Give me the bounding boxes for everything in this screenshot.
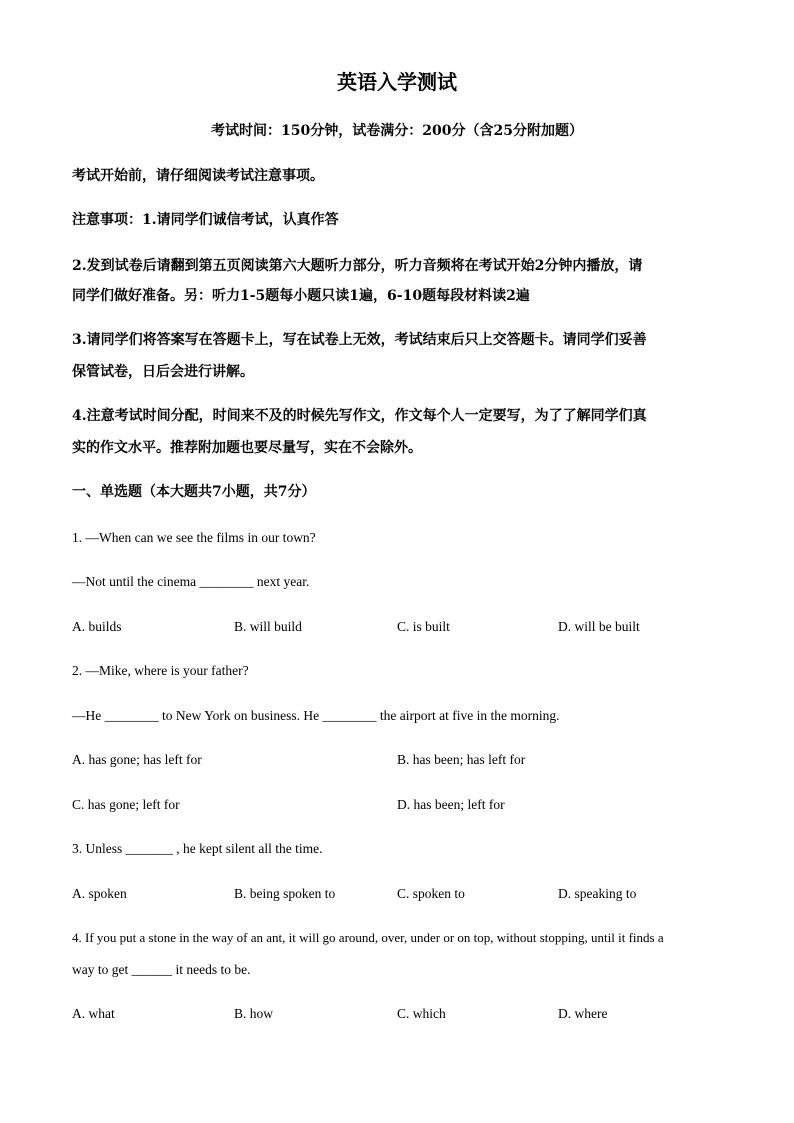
intro-text: 考试开始前，请仔细阅读考试注意事项。 <box>72 168 324 184</box>
q2-option-b: B. has been; has left for <box>397 752 526 767</box>
q3-option-d: D. speaking to <box>558 886 637 901</box>
question-1-line-2: —Not until the cinema ________ next year. <box>72 574 310 589</box>
q4-option-d: D. where <box>558 1006 608 1021</box>
q2-option-c: C. has gone; left for <box>72 797 180 812</box>
q3-option-a: A. spoken <box>72 886 127 901</box>
section-heading: 一、单选题（本大题共7小题，共7分） <box>72 484 316 500</box>
q1-option-c: C. is built <box>397 619 450 634</box>
exam-info: 考试时间：150分钟，试卷满分：200分（含25分附加题） <box>211 123 583 139</box>
note-3-line-2: 保管试卷，日后会进行讲解。 <box>72 364 254 380</box>
q3-option-b: B. being spoken to <box>234 886 336 901</box>
question-2-line-2: —He ________ to New York on business. He ________ the airport at five in the morning. <box>72 708 560 723</box>
q2-option-a: A. has gone; has left for <box>72 752 202 767</box>
question-2-stem: 2. —Mike, where is your father? <box>72 663 249 678</box>
q1-option-a: A. builds <box>72 619 122 634</box>
question-1-stem: 1. —When can we see the films in our town? <box>72 530 316 545</box>
q3-option-c: C. spoken to <box>397 886 465 901</box>
page-title: 英语入学测试 <box>337 70 457 94</box>
note-1: 注意事项：1.请同学们诚信考试，认真作答 <box>72 212 339 228</box>
question-3-stem: 3. Unless _______ , he kept silent all the time. <box>72 841 323 856</box>
note-4-line-2: 实的作文水平。推荐附加题也要尽量写，实在不会除外。 <box>72 440 422 456</box>
question-4-stem: 4. If you put a stone in the way of an ant, it will go around, over, under or on top, without stopping, until it finds a <box>72 930 664 945</box>
q1-option-b: B. will build <box>234 619 302 634</box>
question-4-line-2: way to get ______ it needs to be. <box>72 962 251 977</box>
q4-option-b: B. how <box>234 1006 274 1021</box>
q1-option-d: D. will be built <box>558 619 640 634</box>
q2-option-d: D. has been; left for <box>397 797 505 812</box>
note-2-line-1: 2.发到试卷后请翻到第五页阅读第六大题听力部分，听力音频将在考试开始2分钟内播放，请 <box>72 258 643 274</box>
note-3-line-1: 3.请同学们将答案写在答题卡上，写在试卷上无效，考试结束后只上交答题卡。请同学们妥善 <box>72 332 647 348</box>
q4-option-a: A. what <box>72 1006 115 1021</box>
q4-option-c: C. which <box>397 1006 446 1021</box>
note-4-line-1: 4.注意考试时间分配，时间来不及的时候先写作文，作文每个人一定要写，为了了解同学们真 <box>72 408 647 424</box>
note-2-line-2: 同学们做好准备。另：听力1-5题每小题只读1遍，6-10题每段材料读2遍 <box>72 288 530 304</box>
